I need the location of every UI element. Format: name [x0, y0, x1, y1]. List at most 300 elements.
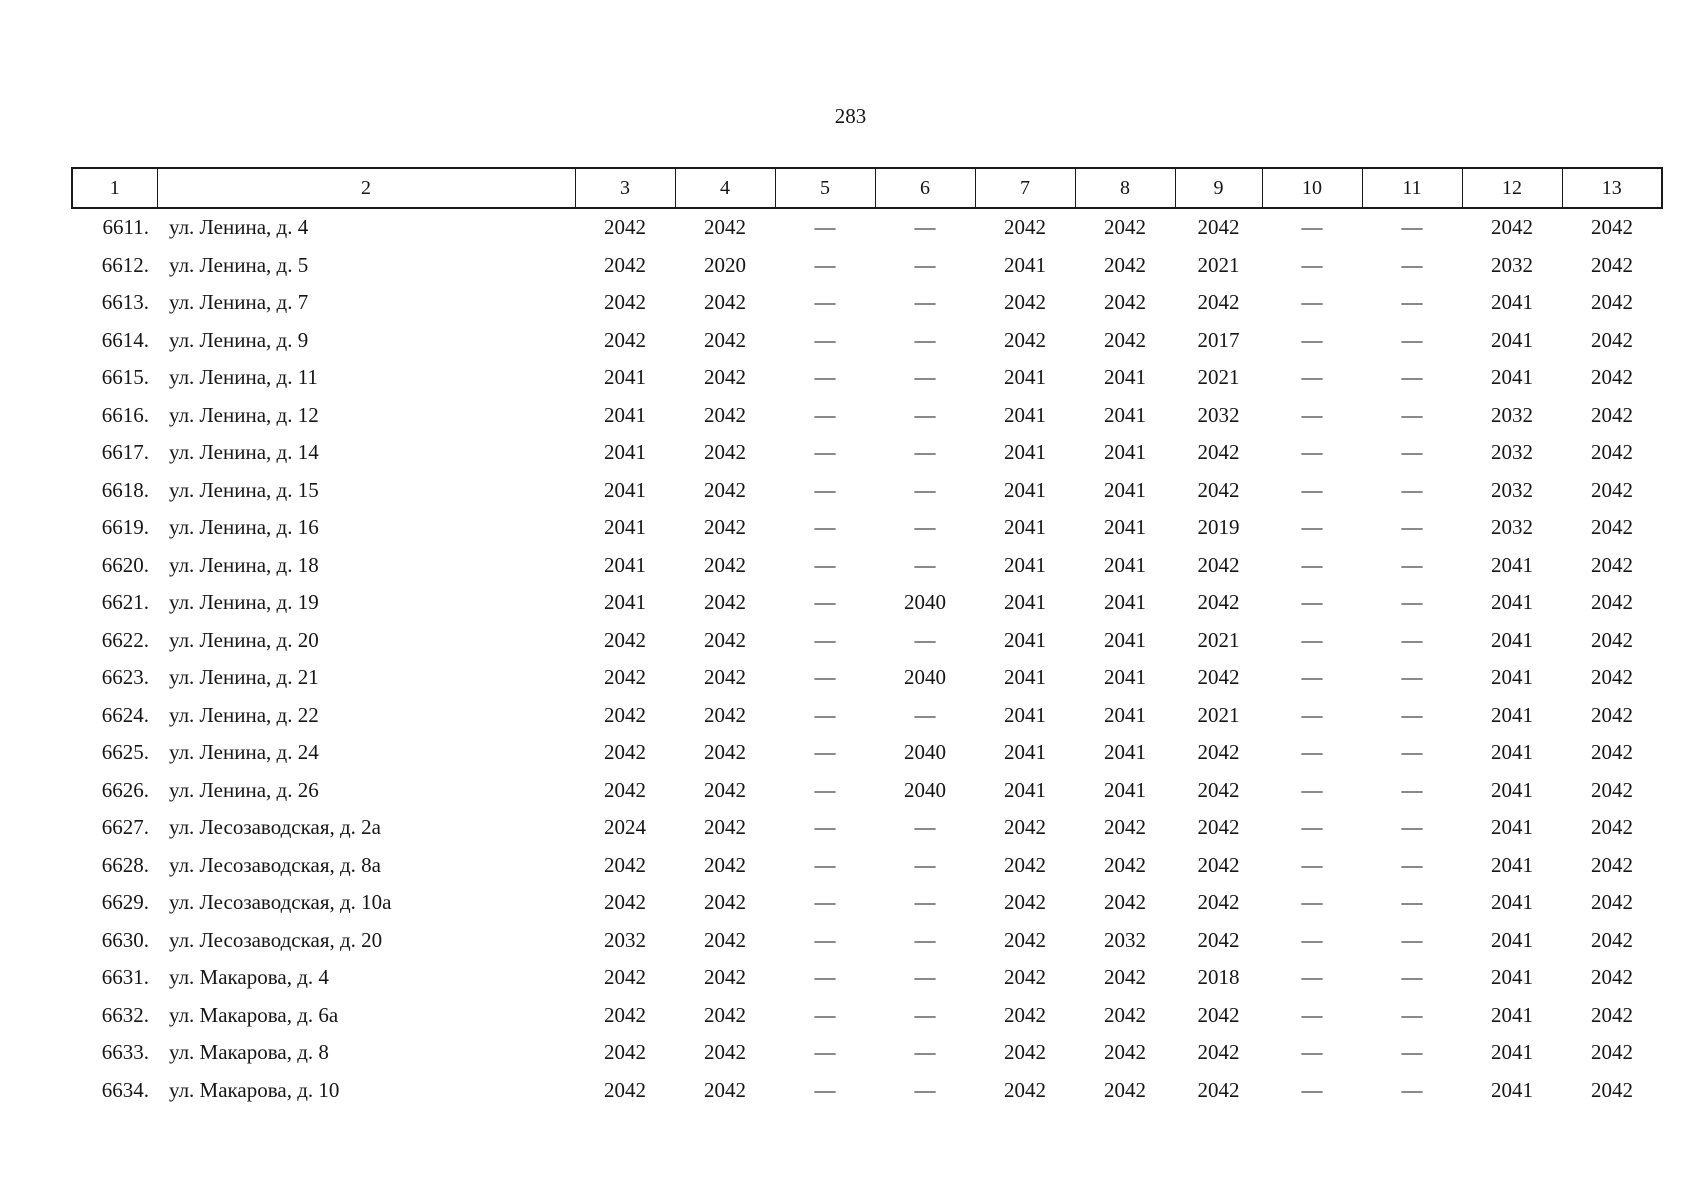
- year-cell: 2042: [604, 1077, 646, 1102]
- year-cell: —: [814, 365, 836, 390]
- year-cell: 2042: [1197, 1077, 1240, 1102]
- year-cell: 2042: [1491, 215, 1533, 240]
- year-cell: 2042: [1197, 815, 1240, 840]
- year-cell: 2042: [1197, 477, 1240, 502]
- year-cell: —: [1401, 252, 1423, 277]
- year-cell: 2042: [1104, 252, 1146, 277]
- year-cell: —: [1401, 890, 1423, 915]
- column-header: 11: [1362, 168, 1462, 208]
- year-cell: —: [814, 440, 836, 465]
- year-cell: —: [1401, 327, 1423, 352]
- year-cell: 2042: [604, 665, 646, 690]
- year-cell: —: [1301, 402, 1323, 427]
- year-cell: —: [1301, 290, 1323, 315]
- year-cell: —: [1401, 927, 1423, 952]
- year-cell: 2041: [1004, 702, 1046, 727]
- row-number-cell: 6623.: [101, 665, 149, 690]
- row-number-cell: 6632.: [101, 1002, 149, 1027]
- year-cell: 2041: [1004, 477, 1046, 502]
- table-row: [72, 584, 1662, 622]
- year-cell: —: [914, 365, 936, 390]
- year-cell: 2041: [1004, 515, 1046, 540]
- year-cell: 2042: [1591, 965, 1633, 990]
- year-cell: 2042: [704, 290, 746, 315]
- row-number-cell: 6612.: [101, 252, 149, 277]
- year-cell: 2041: [604, 477, 646, 502]
- year-cell: —: [1301, 665, 1323, 690]
- year-cell: 2041: [1004, 440, 1046, 465]
- table-row: [72, 284, 1662, 322]
- address-cell: ул. Лесозаводская, д. 8а: [169, 852, 381, 877]
- year-cell: —: [1301, 327, 1323, 352]
- year-cell: —: [1301, 515, 1323, 540]
- year-cell: 2021: [1197, 365, 1240, 390]
- year-cell: 2042: [1591, 515, 1633, 540]
- year-cell: 2042: [604, 627, 646, 652]
- year-cell: —: [1301, 365, 1323, 390]
- year-cell: 2042: [1197, 215, 1240, 240]
- year-cell: —: [1301, 1077, 1323, 1102]
- year-cell: 2042: [604, 740, 646, 765]
- table-row: [72, 359, 1662, 397]
- table-row: [72, 1072, 1662, 1110]
- row-number-cell: 6621.: [101, 590, 149, 615]
- address-cell: ул. Лесозаводская, д. 2а: [169, 815, 381, 840]
- year-cell: 2042: [1104, 965, 1146, 990]
- year-cell: 2019: [1197, 515, 1240, 540]
- year-cell: —: [1401, 627, 1423, 652]
- column-header: 2: [157, 168, 575, 208]
- year-cell: 2041: [1104, 477, 1146, 502]
- year-cell: 2042: [1004, 1002, 1046, 1027]
- year-cell: 2041: [1004, 552, 1046, 577]
- address-cell: ул. Ленина, д. 5: [169, 252, 309, 277]
- row-number-cell: 6628.: [101, 852, 149, 877]
- table-row: [72, 547, 1662, 585]
- year-cell: —: [914, 1040, 936, 1065]
- row-number-cell: 6619.: [101, 515, 149, 540]
- column-header: 13: [1562, 168, 1662, 208]
- table-row: [72, 509, 1662, 547]
- column-header: 8: [1075, 168, 1175, 208]
- year-cell: 2041: [604, 552, 646, 577]
- year-cell: —: [914, 1002, 936, 1027]
- year-cell: —: [1401, 515, 1423, 540]
- address-cell: ул. Ленина, д. 16: [169, 515, 319, 540]
- year-cell: 2041: [1491, 815, 1533, 840]
- year-cell: 2041: [1104, 702, 1146, 727]
- year-cell: 2041: [1004, 777, 1046, 802]
- year-cell: —: [1401, 290, 1423, 315]
- year-cell: 2042: [1197, 552, 1240, 577]
- column-header: 12: [1462, 168, 1562, 208]
- year-cell: —: [914, 477, 936, 502]
- year-cell: —: [1401, 740, 1423, 765]
- year-cell: —: [1401, 777, 1423, 802]
- year-cell: 2042: [1197, 440, 1240, 465]
- year-cell: —: [814, 852, 836, 877]
- year-cell: 2041: [1491, 1002, 1533, 1027]
- year-cell: 2042: [1004, 852, 1046, 877]
- year-cell: —: [814, 1040, 836, 1065]
- year-cell: 2042: [1004, 965, 1046, 990]
- row-number-cell: 6630.: [101, 927, 149, 952]
- year-cell: 2042: [1004, 327, 1046, 352]
- year-cell: —: [1401, 1002, 1423, 1027]
- table-row: [72, 734, 1662, 772]
- year-cell: 2042: [704, 965, 746, 990]
- address-cell: ул. Ленина, д. 14: [169, 440, 319, 465]
- row-number-cell: 6633.: [101, 1040, 149, 1065]
- address-cell: ул. Лесозаводская, д. 20: [169, 927, 383, 952]
- column-header: 5: [775, 168, 875, 208]
- year-cell: 2042: [604, 1002, 646, 1027]
- year-cell: 2042: [1197, 1040, 1240, 1065]
- year-cell: —: [1401, 1077, 1423, 1102]
- table-row: [72, 697, 1662, 735]
- row-number-cell: 6615.: [101, 365, 149, 390]
- year-cell: 2042: [604, 327, 646, 352]
- address-cell: ул. Макарова, д. 10: [169, 1077, 340, 1102]
- year-cell: 2024: [604, 815, 646, 840]
- year-cell: 2041: [1004, 590, 1046, 615]
- year-cell: 2042: [704, 477, 746, 502]
- year-cell: —: [1301, 590, 1323, 615]
- table-header: [72, 168, 1662, 208]
- column-header: 4: [675, 168, 775, 208]
- address-cell: ул. Лесозаводская, д. 10а: [169, 890, 392, 915]
- table-row: [72, 959, 1662, 997]
- column-header: 9: [1175, 168, 1262, 208]
- year-cell: —: [814, 215, 836, 240]
- year-cell: —: [814, 252, 836, 277]
- year-cell: 2042: [1197, 777, 1240, 802]
- year-cell: 2042: [704, 665, 746, 690]
- year-cell: 2041: [1104, 740, 1146, 765]
- year-cell: 2041: [1004, 740, 1046, 765]
- year-cell: —: [814, 965, 836, 990]
- year-cell: 2042: [1004, 1040, 1046, 1065]
- year-cell: 2042: [1591, 590, 1633, 615]
- year-cell: —: [1301, 552, 1323, 577]
- year-cell: 2042: [604, 890, 646, 915]
- table-row: [72, 659, 1662, 697]
- year-cell: —: [1401, 365, 1423, 390]
- page-number: 283: [834, 104, 867, 128]
- year-cell: —: [1301, 965, 1323, 990]
- year-cell: 2041: [1004, 627, 1046, 652]
- year-cell: —: [1401, 552, 1423, 577]
- table-row: [72, 922, 1662, 960]
- year-cell: —: [1301, 1002, 1323, 1027]
- year-cell: —: [1301, 777, 1323, 802]
- year-cell: 2032: [1491, 515, 1533, 540]
- row-number-cell: 6613.: [101, 290, 149, 315]
- year-cell: 2042: [604, 215, 646, 240]
- year-cell: 2032: [1104, 927, 1146, 952]
- year-cell: —: [1301, 702, 1323, 727]
- column-header: 3: [575, 168, 675, 208]
- address-cell: ул. Ленина, д. 24: [169, 740, 319, 765]
- year-cell: —: [914, 815, 936, 840]
- year-cell: —: [914, 402, 936, 427]
- year-cell: —: [1401, 1040, 1423, 1065]
- table-body: [72, 208, 1662, 1109]
- address-cell: ул. Ленина, д. 9: [169, 327, 309, 352]
- year-cell: 2042: [1004, 1077, 1046, 1102]
- year-cell: 2042: [1104, 1002, 1146, 1027]
- year-cell: 2041: [1104, 365, 1146, 390]
- year-cell: —: [1301, 440, 1323, 465]
- year-cell: —: [814, 290, 836, 315]
- row-number-cell: 6634.: [101, 1077, 149, 1102]
- year-cell: 2041: [1004, 252, 1046, 277]
- year-cell: 2041: [1491, 702, 1533, 727]
- year-cell: —: [814, 665, 836, 690]
- row-number-cell: 6618.: [101, 477, 149, 502]
- address-cell: ул. Ленина, д. 4: [169, 215, 309, 240]
- year-cell: —: [1301, 815, 1323, 840]
- year-cell: 2042: [1591, 702, 1633, 727]
- address-cell: ул. Ленина, д. 18: [169, 552, 319, 577]
- year-cell: 2042: [1591, 777, 1633, 802]
- data-table: [71, 167, 1663, 1109]
- year-cell: 2042: [1591, 890, 1633, 915]
- year-cell: 2042: [704, 1077, 746, 1102]
- year-cell: 2042: [1197, 890, 1240, 915]
- table-row: [72, 247, 1662, 285]
- year-cell: —: [1401, 440, 1423, 465]
- year-cell: 2042: [704, 590, 746, 615]
- year-cell: 2042: [704, 327, 746, 352]
- year-cell: 2042: [1104, 1040, 1146, 1065]
- year-cell: 2042: [1197, 290, 1240, 315]
- year-cell: 2042: [1591, 627, 1633, 652]
- year-cell: 2042: [604, 252, 646, 277]
- year-cell: 2032: [604, 927, 646, 952]
- year-cell: 2042: [604, 290, 646, 315]
- year-cell: 2042: [704, 1040, 746, 1065]
- year-cell: 2041: [1491, 290, 1533, 315]
- year-cell: 2042: [1591, 477, 1633, 502]
- year-cell: 2041: [1004, 365, 1046, 390]
- year-cell: 2042: [1591, 815, 1633, 840]
- year-cell: 2041: [1491, 1077, 1533, 1102]
- year-cell: 2042: [1104, 815, 1146, 840]
- year-cell: 2041: [1104, 777, 1146, 802]
- address-cell: ул. Ленина, д. 20: [169, 627, 319, 652]
- year-cell: 2042: [1591, 927, 1633, 952]
- year-cell: 2042: [1591, 252, 1633, 277]
- year-cell: —: [1401, 965, 1423, 990]
- column-header: 7: [975, 168, 1075, 208]
- year-cell: 2042: [1104, 215, 1146, 240]
- address-cell: ул. Макарова, д. 4: [169, 965, 329, 990]
- address-cell: ул. Ленина, д. 19: [169, 590, 319, 615]
- year-cell: —: [1401, 702, 1423, 727]
- address-cell: ул. Макарова, д. 8: [169, 1040, 329, 1065]
- year-cell: 2032: [1197, 402, 1240, 427]
- year-cell: 2041: [1104, 665, 1146, 690]
- year-cell: —: [814, 627, 836, 652]
- year-cell: —: [914, 552, 936, 577]
- year-cell: 2042: [1591, 1040, 1633, 1065]
- table-row: [72, 622, 1662, 660]
- table-row: [72, 847, 1662, 885]
- table-row: [72, 397, 1662, 435]
- year-cell: 2041: [1491, 327, 1533, 352]
- row-number-cell: 6627.: [101, 815, 149, 840]
- year-cell: —: [914, 927, 936, 952]
- table-row: [72, 809, 1662, 847]
- year-cell: —: [914, 702, 936, 727]
- year-cell: 2042: [1004, 815, 1046, 840]
- year-cell: 2042: [1591, 290, 1633, 315]
- year-cell: 2042: [1004, 890, 1046, 915]
- year-cell: 2041: [1104, 402, 1146, 427]
- year-cell: 2041: [1104, 627, 1146, 652]
- year-cell: 2041: [1491, 665, 1533, 690]
- year-cell: 2042: [704, 927, 746, 952]
- row-number-cell: 6624.: [101, 702, 149, 727]
- year-cell: 2021: [1197, 702, 1240, 727]
- year-cell: —: [814, 702, 836, 727]
- year-cell: 2042: [1591, 215, 1633, 240]
- year-cell: —: [1401, 477, 1423, 502]
- year-cell: —: [1301, 627, 1323, 652]
- year-cell: 2042: [1591, 1077, 1633, 1102]
- year-cell: 2041: [1104, 440, 1146, 465]
- address-cell: ул. Ленина, д. 15: [169, 477, 319, 502]
- address-cell: ул. Ленина, д. 7: [169, 290, 309, 315]
- year-cell: 2041: [604, 515, 646, 540]
- year-cell: —: [1301, 852, 1323, 877]
- year-cell: —: [814, 477, 836, 502]
- year-cell: 2041: [604, 402, 646, 427]
- year-cell: 2041: [1491, 777, 1533, 802]
- row-number-cell: 6625.: [101, 740, 149, 765]
- year-cell: 2042: [1591, 740, 1633, 765]
- row-number-cell: 6620.: [101, 552, 149, 577]
- year-cell: 2042: [704, 215, 746, 240]
- year-cell: 2042: [1591, 402, 1633, 427]
- year-cell: —: [1301, 477, 1323, 502]
- year-cell: 2032: [1491, 252, 1533, 277]
- year-cell: —: [814, 927, 836, 952]
- year-cell: 2041: [604, 590, 646, 615]
- table-row: [72, 997, 1662, 1035]
- year-cell: 2042: [1104, 852, 1146, 877]
- year-cell: 2040: [904, 590, 946, 615]
- table-row: [72, 772, 1662, 810]
- table-row: [72, 472, 1662, 510]
- year-cell: 2041: [1491, 365, 1533, 390]
- year-cell: 2041: [1491, 552, 1533, 577]
- year-cell: —: [1401, 852, 1423, 877]
- year-cell: 2041: [1491, 590, 1533, 615]
- table-row: [72, 1034, 1662, 1072]
- year-cell: —: [814, 515, 836, 540]
- year-cell: 2042: [1197, 1002, 1240, 1027]
- row-number-cell: 6614.: [101, 327, 149, 352]
- year-cell: 2041: [1104, 552, 1146, 577]
- year-cell: 2042: [704, 552, 746, 577]
- table-row: [72, 208, 1662, 247]
- address-cell: ул. Макарова, д. 6а: [169, 1002, 339, 1027]
- year-cell: —: [914, 965, 936, 990]
- year-cell: 2042: [1591, 552, 1633, 577]
- year-cell: 2032: [1491, 440, 1533, 465]
- year-cell: 2042: [1197, 665, 1240, 690]
- year-cell: 2042: [1591, 440, 1633, 465]
- row-number-cell: 6629.: [101, 890, 149, 915]
- year-cell: 2042: [704, 515, 746, 540]
- year-cell: 2041: [1004, 402, 1046, 427]
- year-cell: 2042: [704, 627, 746, 652]
- year-cell: 2020: [704, 252, 746, 277]
- table-row: [72, 434, 1662, 472]
- year-cell: 2021: [1197, 627, 1240, 652]
- year-cell: 2041: [1104, 515, 1146, 540]
- year-cell: 2042: [1104, 327, 1146, 352]
- year-cell: 2018: [1197, 965, 1240, 990]
- year-cell: —: [914, 515, 936, 540]
- column-header: 6: [875, 168, 975, 208]
- year-cell: —: [914, 890, 936, 915]
- column-header: 10: [1262, 168, 1362, 208]
- year-cell: —: [814, 590, 836, 615]
- year-cell: 2042: [1104, 1077, 1146, 1102]
- year-cell: —: [914, 215, 936, 240]
- year-cell: —: [1401, 815, 1423, 840]
- header-row: [72, 168, 1662, 208]
- year-cell: 2042: [1197, 590, 1240, 615]
- year-cell: —: [914, 290, 936, 315]
- year-cell: 2041: [1491, 740, 1533, 765]
- year-cell: —: [814, 890, 836, 915]
- year-cell: 2042: [704, 440, 746, 465]
- year-cell: —: [814, 740, 836, 765]
- year-cell: 2042: [1591, 665, 1633, 690]
- year-cell: —: [814, 1077, 836, 1102]
- year-cell: 2041: [1491, 852, 1533, 877]
- year-cell: 2017: [1197, 327, 1240, 352]
- year-cell: 2041: [1491, 927, 1533, 952]
- year-cell: 2042: [704, 740, 746, 765]
- row-number-cell: 6626.: [101, 777, 149, 802]
- year-cell: 2042: [704, 365, 746, 390]
- year-cell: —: [1401, 402, 1423, 427]
- year-cell: —: [914, 852, 936, 877]
- year-cell: 2041: [1491, 1040, 1533, 1065]
- year-cell: —: [814, 1002, 836, 1027]
- row-number-cell: 6611.: [102, 215, 149, 240]
- year-cell: 2042: [1591, 365, 1633, 390]
- year-cell: 2042: [704, 890, 746, 915]
- year-cell: 2042: [1004, 290, 1046, 315]
- address-cell: ул. Ленина, д. 26: [169, 777, 319, 802]
- year-cell: —: [1301, 890, 1323, 915]
- row-number-cell: 6617.: [101, 440, 149, 465]
- year-cell: 2042: [1197, 927, 1240, 952]
- year-cell: —: [1301, 1040, 1323, 1065]
- year-cell: 2042: [704, 702, 746, 727]
- year-cell: 2042: [1004, 927, 1046, 952]
- year-cell: —: [1301, 215, 1323, 240]
- year-cell: —: [814, 402, 836, 427]
- year-cell: 2041: [604, 440, 646, 465]
- year-cell: 2042: [704, 1002, 746, 1027]
